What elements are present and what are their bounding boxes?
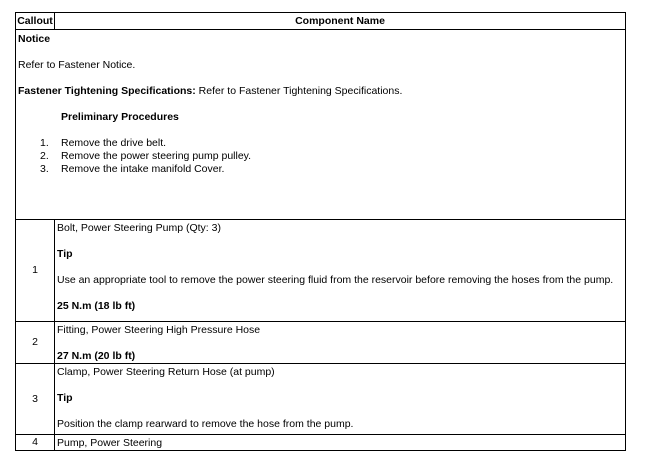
callout-number: 2 bbox=[16, 322, 55, 364]
tip-label: Tip bbox=[57, 248, 73, 260]
step-number: 1. bbox=[40, 137, 49, 149]
component-cell bbox=[55, 322, 626, 364]
tightening-specs-line bbox=[18, 85, 623, 98]
table-row bbox=[16, 322, 626, 364]
component-cell bbox=[55, 220, 626, 322]
component-name: Clamp, Power Steering Return Hose (at pump) bbox=[57, 366, 275, 378]
tip-text: Use an appropriate tool to remove the power steering fluid from the reservoir before removing the hoses from the pump. bbox=[57, 274, 614, 286]
notice-row bbox=[16, 30, 626, 220]
component-name: Pump, Power Steering bbox=[57, 437, 163, 449]
step-number: 2. bbox=[40, 150, 49, 162]
preliminary-steps-list bbox=[18, 137, 623, 176]
component-cell bbox=[55, 364, 626, 435]
callout-number: 1 bbox=[16, 220, 55, 322]
step-text: Remove the power steering pump pulley. bbox=[61, 150, 252, 162]
tip-text: Position the clamp rearward to remove the hose from the pump. bbox=[57, 418, 354, 430]
torque-spec: 25 N.m (18 lb ft) bbox=[57, 300, 136, 312]
tightening-specs-text: Refer to Fastener Tightening Specifications. bbox=[195, 85, 403, 97]
list-item bbox=[18, 163, 623, 176]
table-row bbox=[16, 435, 626, 451]
table-header-row bbox=[16, 13, 626, 30]
preliminary-procedures-title: Preliminary Procedures bbox=[61, 111, 179, 123]
fastener-notice-text: Refer to Fastener Notice. bbox=[18, 59, 136, 71]
component-name-header: Component Name bbox=[55, 13, 626, 30]
step-text: Remove the drive belt. bbox=[61, 137, 167, 149]
list-item bbox=[18, 150, 623, 163]
table-row bbox=[16, 220, 626, 322]
component-name: Fitting, Power Steering High Pressure Hose bbox=[57, 324, 261, 336]
callout-number: 3 bbox=[16, 364, 55, 435]
table-row bbox=[16, 364, 626, 435]
component-name: Bolt, Power Steering Pump (Qty: 3) bbox=[57, 222, 221, 234]
torque-spec: 27 N.m (20 lb ft) bbox=[57, 350, 136, 362]
step-text: Remove the intake manifold Cover. bbox=[61, 163, 225, 175]
callout-number: 4 bbox=[16, 435, 55, 451]
notice-title: Notice bbox=[18, 33, 51, 45]
callout-header: Callout bbox=[16, 13, 55, 30]
component-table bbox=[15, 12, 626, 451]
notice-cell bbox=[16, 30, 626, 220]
tip-label: Tip bbox=[57, 392, 73, 404]
list-item bbox=[18, 137, 623, 150]
tightening-specs-label: Fastener Tightening Specifications: bbox=[18, 85, 196, 97]
component-cell bbox=[55, 435, 626, 451]
step-number: 3. bbox=[40, 163, 49, 175]
